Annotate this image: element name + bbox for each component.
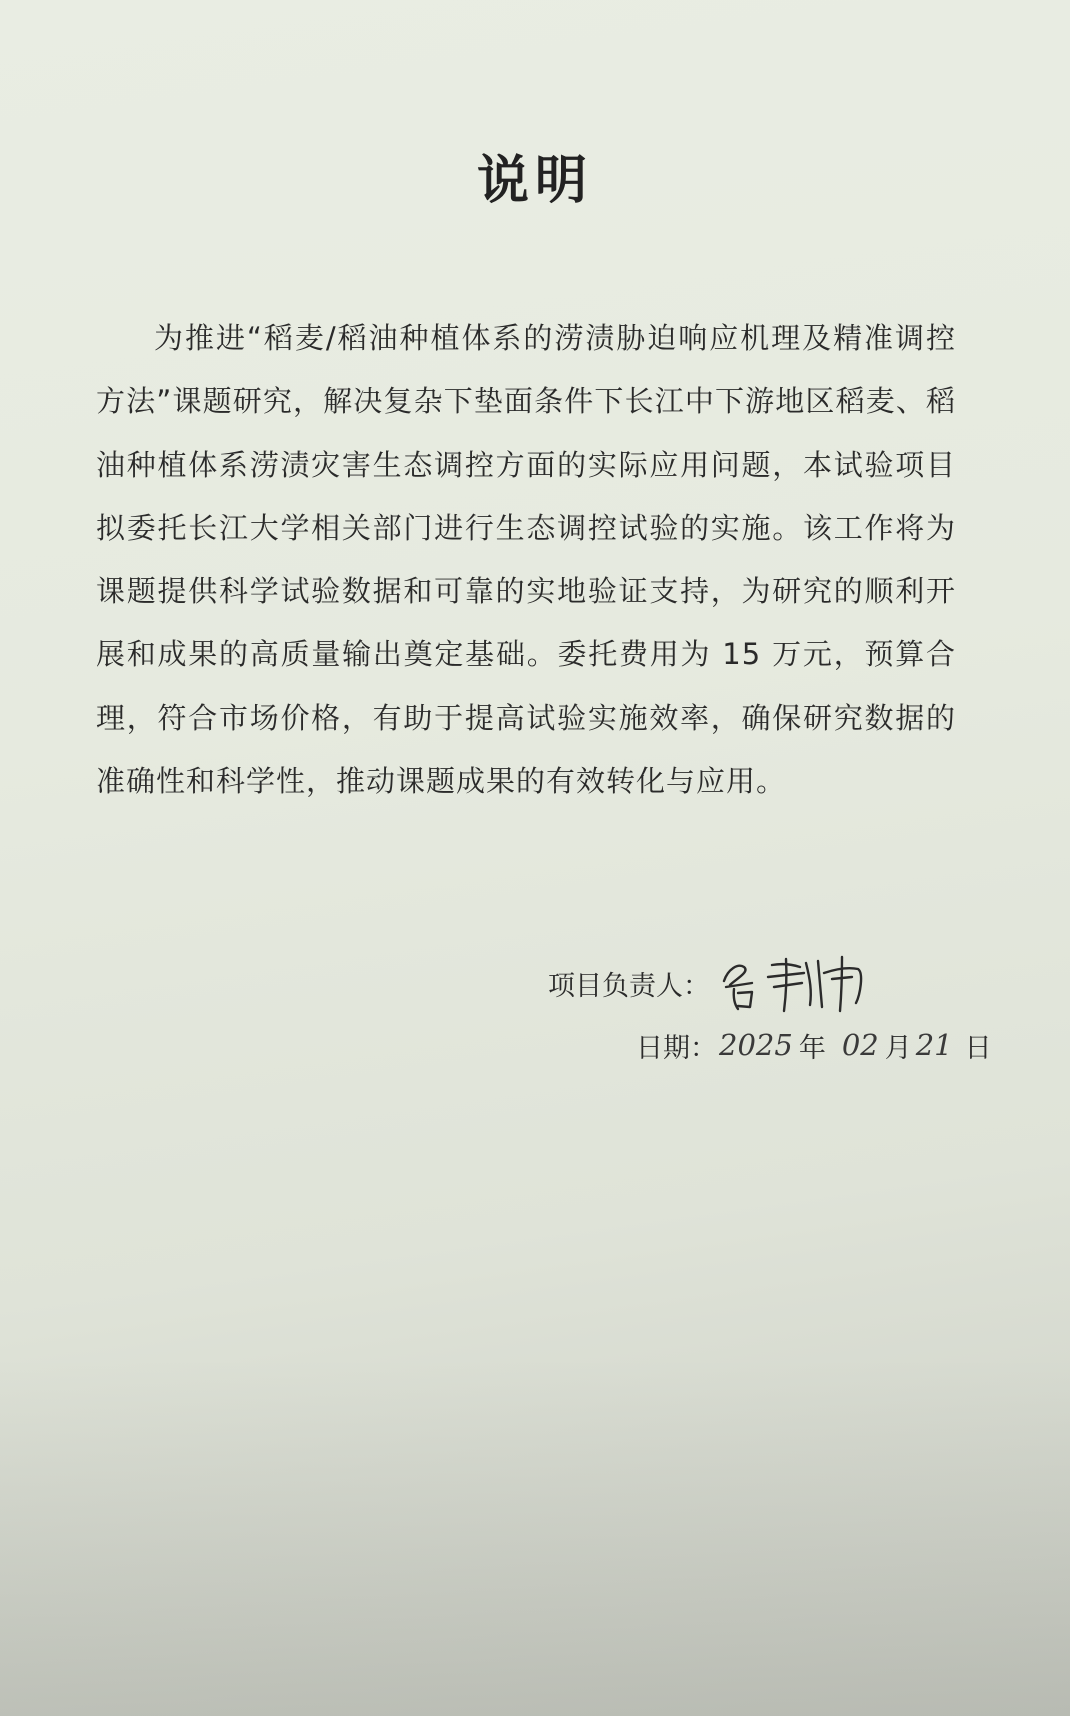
day-unit: 日 [964, 1032, 992, 1064]
year-unit: 年 [798, 1032, 826, 1064]
month-unit: 月 [884, 1032, 912, 1064]
photo-shadow [0, 1356, 1070, 1716]
handwritten-signature [714, 943, 874, 1013]
document-title: 说明 [476, 151, 593, 211]
date-label: 日期： [636, 1032, 717, 1064]
signature-row [548, 958, 874, 1008]
handwritten-day: 21 [915, 1028, 953, 1062]
handwritten-month: 02 [841, 1028, 879, 1062]
date-row [636, 1020, 992, 1070]
document-body: 为推进“稻麦/稻油种植体系的涝渍胁迫响应机理及精准调控方法”课题研究，解决复杂下垫面条件下长江中下游地区稻麦、稻油种植体系涝渍灾害生态调控方面的实际应用问题，本试验项目拟委托长江大学相关部门进行生态调控试验的实施。该工作将为课题提供科学试验数据和可靠的实地验证支持，为研究的顺利开展和成果的高质量输出奠定基础。委托费用为 15 万元，预算合理，符合市场价格，有助于提高试验实施效率，确保研究数据的准确性和科学性，推动课题成果的有效转化与应用。 [96, 321, 956, 799]
handwritten-year: 2025 [719, 1028, 793, 1062]
signature-label: 项目负责人： [548, 970, 710, 1002]
